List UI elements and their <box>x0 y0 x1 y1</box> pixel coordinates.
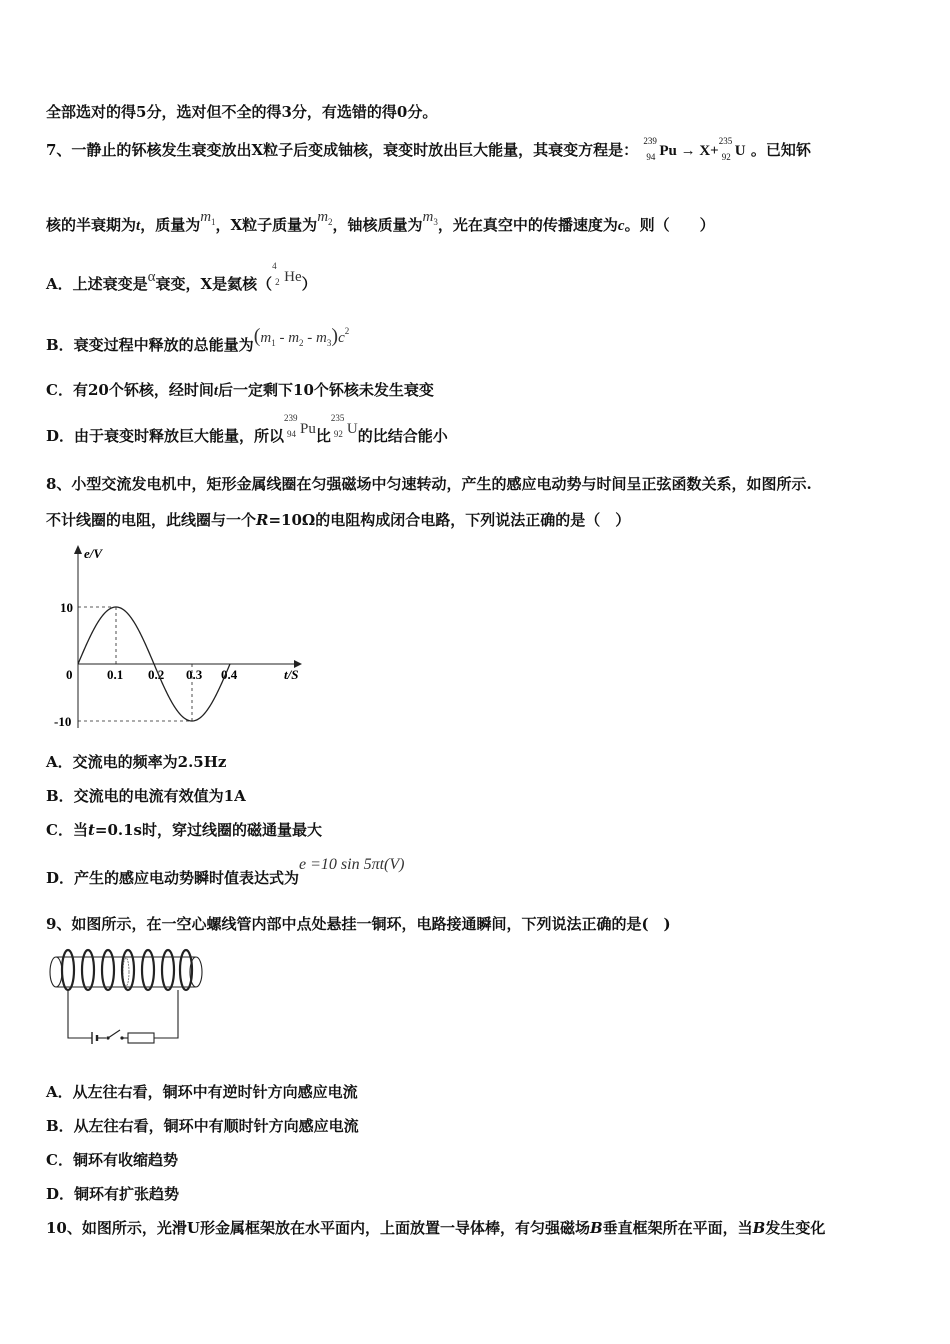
x-tick-label: 0.2 <box>148 667 165 682</box>
solenoid-circuit-diagram <box>46 944 206 1050</box>
q8-stem-line1: 8、小型交流发电机中，矩形金属线圈在匀强磁场中匀速转动，产生的感应电动势与时间呈正弦函数关系，如图所示. <box>46 475 812 493</box>
q7-option-c[interactable]: C．有20个钚核，经时间t后一定剩下10个钚核未发生衰变 <box>46 381 434 399</box>
emf-time-chart <box>46 540 316 740</box>
x-tick-label: 0.4 <box>221 667 238 682</box>
q9-option-a[interactable]: A．从左往右看，铜环中有逆时针方向感应电流 <box>46 1083 358 1101</box>
y-tick-label: -10 <box>54 714 72 729</box>
q9-stem: 9、如图所示，在一空心螺线管内部中点处悬挂一铜环，电路接通瞬间，下列说法正确的是( ) <box>46 915 671 933</box>
resistor-symbol <box>128 1033 154 1043</box>
q9-option-d[interactable]: D．铜环有扩张趋势 <box>46 1185 180 1203</box>
solenoid-coil <box>62 950 192 990</box>
x-axis-label: t/S <box>284 667 299 682</box>
switch-symbol <box>106 1030 123 1040</box>
q9-option-c[interactable]: C．铜环有收缩趋势 <box>46 1151 178 1169</box>
x-tick-label: 0.1 <box>107 667 124 682</box>
q7-stem-line2: 核的半衰期为t，质量为$m_1$，X粒子质量为$m_2$，铀核质量为$m_3$，光在真空中的传播速度为c。则（ ） <box>46 209 715 234</box>
battery-symbol <box>92 1032 97 1044</box>
origin-label: 0 <box>66 667 73 682</box>
q8-option-d[interactable]: D．产生的感应电动势瞬时值表达式为e =10 sin 5πt(V) <box>46 856 405 887</box>
q8-option-a[interactable]: A．交流电的频率为2.5Hz <box>46 753 227 771</box>
intro-text: 全部选对的得5分，选对但不全的得3分，有选错的得0分。 <box>46 103 438 121</box>
y-tick-label: 10 <box>60 600 73 615</box>
q8-option-b[interactable]: B．交流电的电流有效值为1A <box>46 787 246 805</box>
q9-option-b[interactable]: B．从左往右看，铜环中有顺时针方向感应电流 <box>46 1117 359 1135</box>
q8-option-c[interactable]: C．当t=0.1s时，穿过线圈的磁通量最大 <box>46 821 323 839</box>
decay-equation: 239 94 Pu → X+ 235 92 U <box>643 136 746 162</box>
q7-option-d[interactable]: D．由于衰变时释放巨大能量，所以 239 94 Pu比 235 92 U的比结合能小 <box>46 413 448 445</box>
q10-stem: 10、如图所示，光滑U形金属框架放在水平面内，上面放置一导体棒，有匀强磁场B垂直框架所在平面，当B发生变化 <box>46 1219 826 1237</box>
q8-stem-line2: 不计线圈的电阻，此线圈与一个R=10Ω的电阻构成闭合电路，下列说法正确的是（ ） <box>46 511 631 529</box>
q7-option-a[interactable]: A．上述衰变是α衰变，X是氦核（ 4 2 He） <box>46 261 317 293</box>
q7-option-b[interactable]: B．衰变过程中释放的总能量为$(m_1 - m_2 - m_3)c^2$ <box>46 325 350 354</box>
x-tick-label: 0.3 <box>186 667 203 682</box>
y-axis-label: e/V <box>84 546 103 561</box>
q7-stem-line1: 7、一静止的钚核发生衰变放出X粒子后变成铀核，衰变时放出巨大能量，其衰变方程是： 239 94 Pu → X+ 235 92 U 。已知钚 <box>46 136 811 162</box>
y-axis-arrow <box>74 545 82 554</box>
